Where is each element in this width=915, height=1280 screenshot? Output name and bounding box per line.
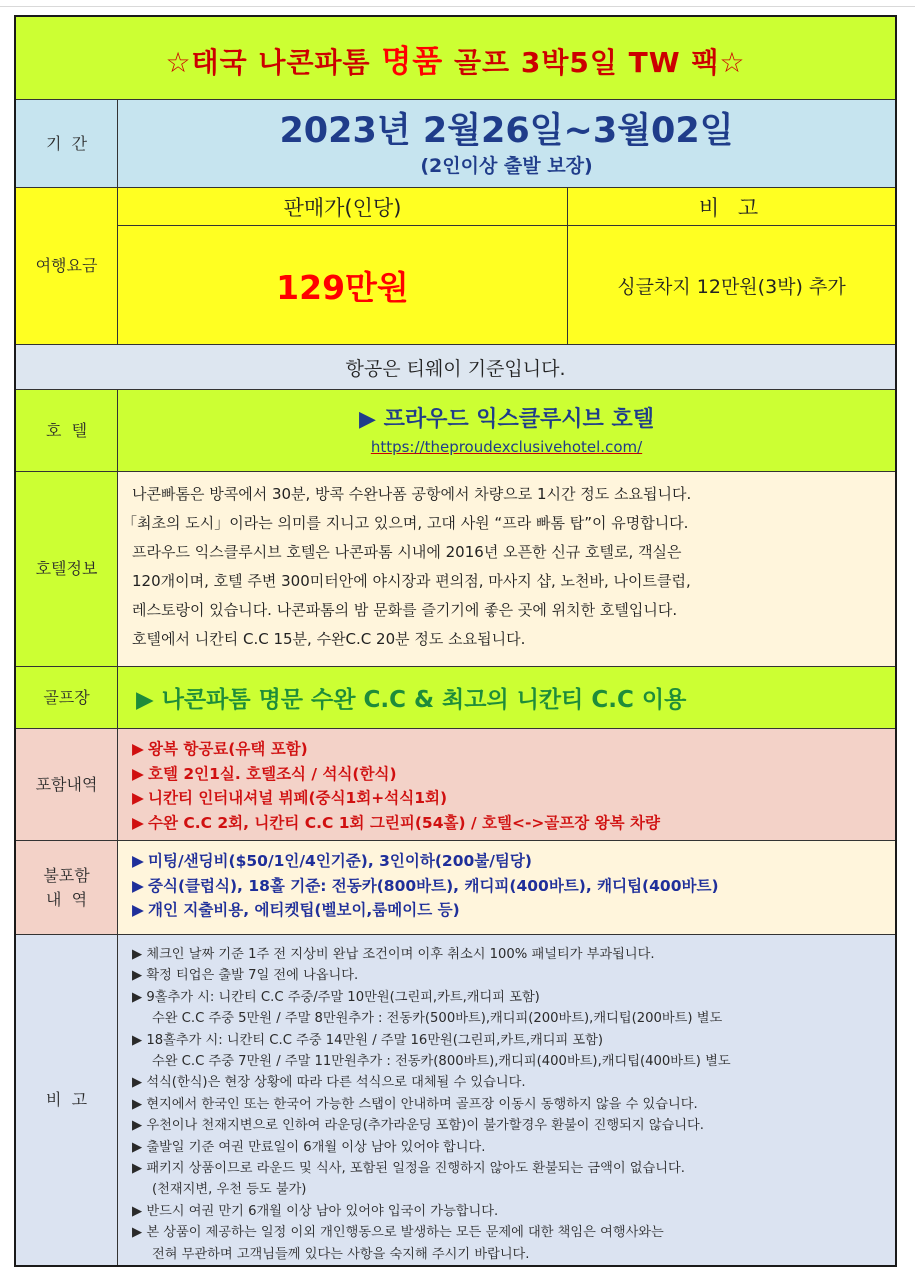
note-line: ▶ 본 상품이 제공하는 일정 이외 개인행동으로 발생하는 모든 문제에 대한 책임은 여행사와는 [132,1225,664,1241]
golf-course-text: ▶ 나콘파톰 명문 수완 C.C & 최고의 니칸티 C.C 이용 [118,667,895,728]
hotel-info-line: 120개이며, 호텔 주변 300미터안에 야시장과 편의점, 마사지 샵, 노천바, 나이트클럽, [132,572,691,590]
hotel-name: ▶ 프라우드 익스클루시브 호텔 [359,406,654,432]
remark-header: 비 고 [568,188,895,226]
price-value: 129만원 [118,226,568,344]
note-line: 수완 C.C 주중 7만원 / 주말 11만원추가 : 전동카(800바트),캐디피(400바트),캐디팁(400바트) 별도 [152,1054,731,1070]
hotel-info-line: 프라우드 익스클루시브 호텔은 나콘파톰 시내에 2016년 오픈한 신규 호텔로, 객실은 [132,543,682,561]
note-line: ▶ 18홀추가 시: 니칸티 C.C 주중 14만원 / 주말 16만원(그린피,카트,캐디피 포함) [132,1032,604,1048]
page-title: ☆태국 나콘파톰 명품 골프 3박5일 TW 팩☆ [165,43,746,80]
list-item: ▶ 수완 C.C 2회, 니칸티 C.C 1회 그린피(54홀) / 호텔<->골프장 왕복 차량 [132,811,895,836]
hotel-info-line: 레스토랑이 있습니다. 나콘파톰의 밤 문화를 즐기기에 좋은 곳에 위치한 호텔입니다. [132,601,678,619]
included-list [118,729,895,840]
period-content [118,100,895,187]
excluded-list [118,841,895,934]
top-divider [0,6,915,7]
hotel-link[interactable]: https://theproudexclusivehotel.com/ [370,437,643,456]
note-line: ▶ 출발일 기준 여권 만료일이 6개월 이상 남아 있어야 합니다. [132,1139,486,1155]
list-item: ▶ 니칸티 인터내셔널 뷔페(중식1회+석식1회) [132,786,895,811]
hotel-info-line: 「최초의 도시」이라는 의미를 지니고 있으며, 고대 사원 “프라 빠톰 탑”이 유명합니다. [122,514,689,532]
hotel-info-label: 호텔정보 [16,472,118,666]
included-row [16,729,895,841]
note-line: ▶ 현지에서 한국인 또는 한국어 가능한 스탭이 안내하며 골프장 이동시 동행하지 않을 수 있습니다. [132,1096,698,1112]
period-label: 기 간 [16,100,118,187]
list-item: ▶ 개인 지출비용, 에티켓팁(벨보이,룸메이드 등) [132,898,895,923]
triangle-icon: ▶ [132,740,144,758]
hotel-info-line: 호텔에서 니칸티 C.C 15분, 수완C.C 20분 정도 소요됩니다. [132,630,526,648]
list-item: ▶ 미팅/샌딩비($50/1인/4인기준), 3인이하(200불/팀당) [132,849,895,874]
period-row [16,100,895,188]
list-item: ▶ 중식(클럽식), 18홀 기준: 전동카(800바트), 캐디피(400바트), 캐디팁(400바트) [132,874,895,899]
list-item: ▶ 왕복 항공료(유택 포함) [132,737,895,762]
notes-label: 비 고 [16,935,118,1265]
period-note: (2인이상 출발 보장) [420,154,593,177]
note-line: ▶ 9홀추가 시: 니칸티 C.C 주중/주말 10만원(그린피,카트,캐디피 포함) [132,989,540,1005]
note-line: ▶ 석식(한식)은 현장 상황에 따라 다른 석식으로 대체될 수 있습니다. [132,1075,526,1091]
note-line: (천재지변, 우천 등도 불가) [152,1182,307,1198]
note-line: ▶ 패키지 상품이므로 라운드 및 식사, 포함된 일정을 진행하지 않아도 환불되는 금액이 없습니다. [132,1161,685,1177]
triangle-icon: ▶ [132,876,144,895]
list-item: ▶ 호텔 2인1실. 호텔조식 / 석식(한식) [132,762,895,787]
triangle-icon: ▶ [132,813,144,832]
hotel-info-content [118,472,895,666]
hotel-info-row [16,472,895,667]
golf-row [16,667,895,729]
remark-value: 싱글차지 12만원(3박) 추가 [617,275,846,298]
price-header: 판매가(인당) [118,188,568,226]
triangle-icon: ▶ [132,764,144,783]
notes-list [118,935,895,1265]
excluded-row [16,841,895,935]
triangle-icon: ▶ [132,789,144,807]
excluded-label: 불포함 내 역 [16,841,118,934]
fare-row [16,188,895,345]
note-line: ▶ 우천이나 천재지변으로 인하여 라운딩(추가라운딩 포함)이 불가할경우 환불이 진행되지 않습니다. [132,1118,704,1134]
period-dates: 2023년 2월26일~3월02일 [279,110,734,151]
fare-label: 여행요금 [16,188,118,344]
note-line: 전혀 무관하며 고객님들께 있다는 사항을 숙지해 주시기 바랍니다. [152,1246,530,1262]
hotel-row [16,390,895,472]
note-line: ▶ 체크인 날짜 기준 1주 전 지상비 완납 조건이며 이후 취소시 100% 패널티가 부과됩니다. [132,947,655,962]
fare-content [118,188,895,344]
notes-row [16,935,895,1265]
triangle-icon: ▶ [132,852,144,870]
note-line: ▶ 반드시 여권 만기 6개월 이상 남아 있어야 입국이 가능합니다. [132,1203,499,1219]
hotel-label: 호 텔 [16,390,118,471]
hotel-info-line: 나콘빠톰은 방콕에서 30분, 방콕 수완나폼 공항에서 차량으로 1시간 정도 소요됩니다. [132,485,692,503]
hotel-content [118,390,895,471]
tour-flyer [14,15,897,1267]
triangle-icon: ▶ [132,901,144,919]
airline-note: 항공은 티웨이 기준입니다. [345,357,566,380]
golf-label: 골프장 [16,667,118,728]
title-row [16,17,895,100]
included-label: 포함내역 [16,729,118,840]
airline-row [16,345,895,390]
title-highlight: 명품 [381,43,444,80]
note-line: 수완 C.C 주중 5만원 / 주말 8만원추가 : 전동카(500바트),캐디피(200바트),캐디팁(200바트) 별도 [152,1011,723,1027]
note-line: ▶ 확정 티업은 출발 7일 전에 나옵니다. [132,968,359,984]
